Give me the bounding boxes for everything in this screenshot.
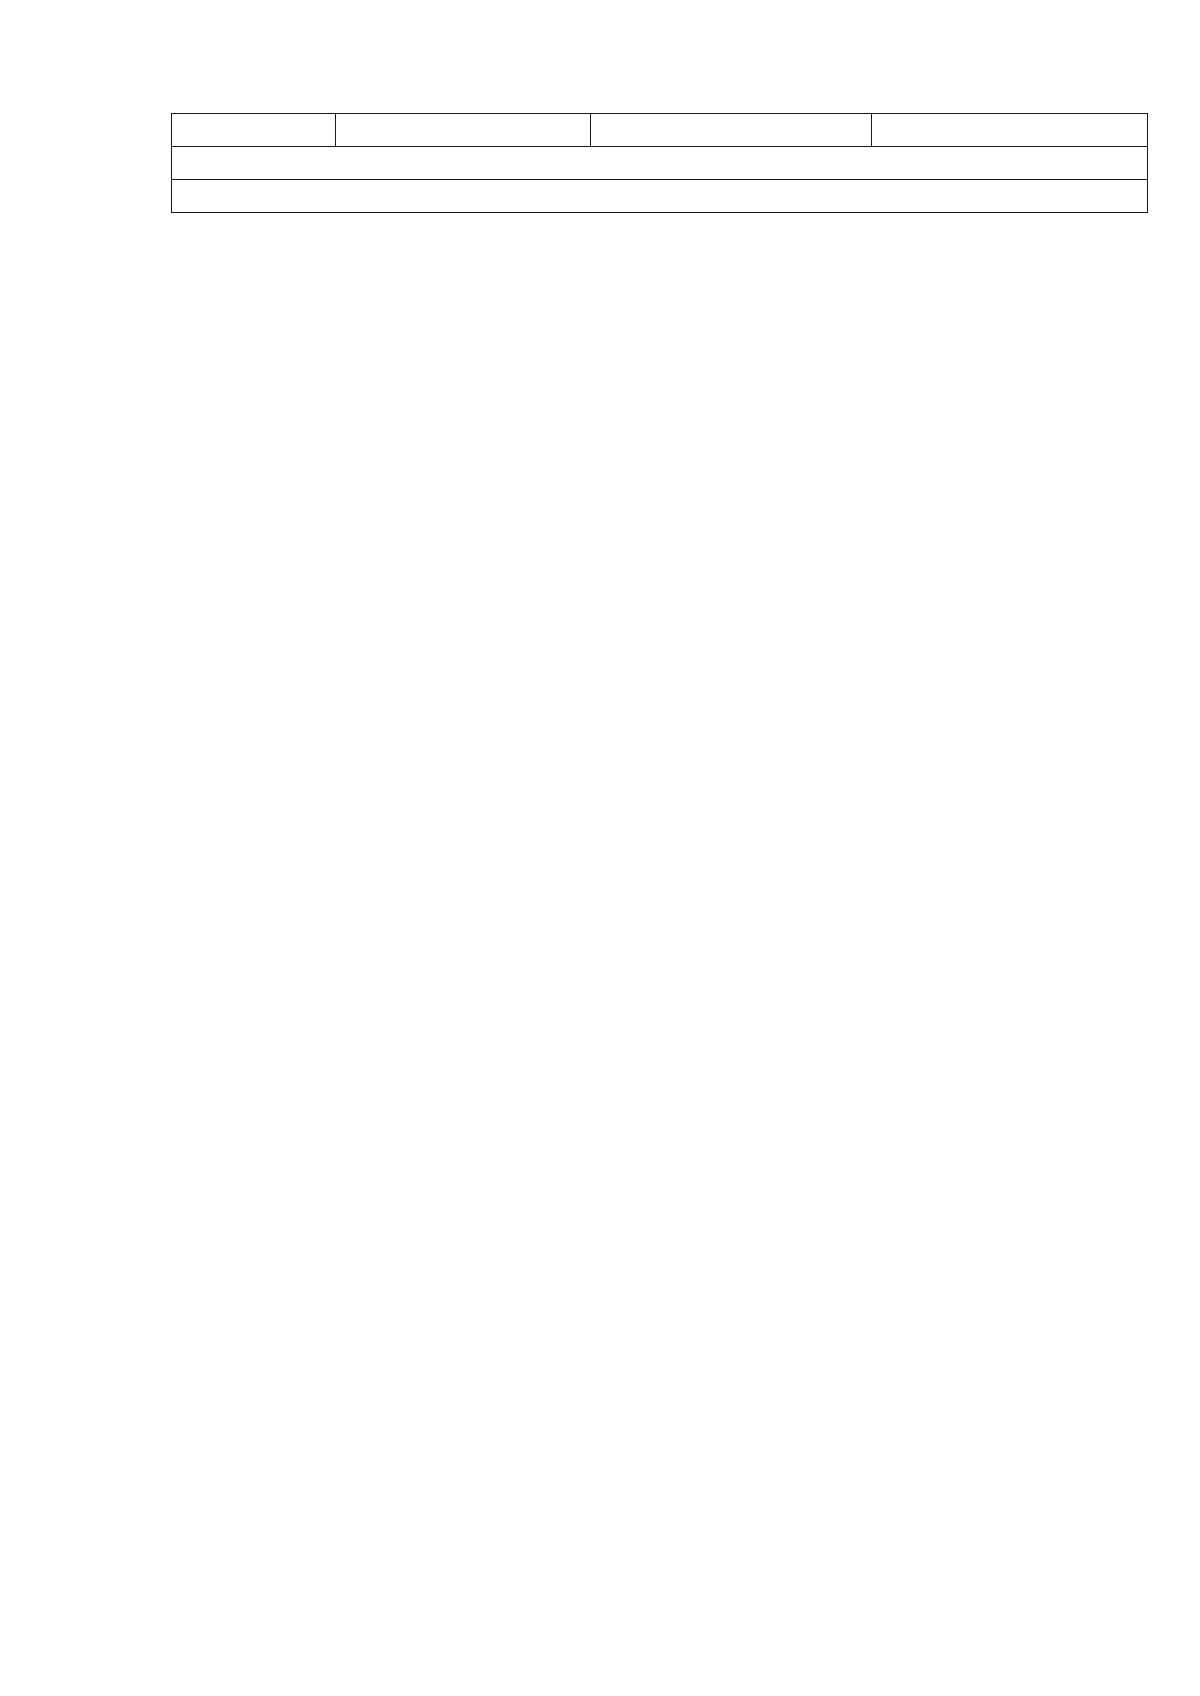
header-col-4 [872, 114, 1148, 147]
section-title [172, 147, 1148, 180]
header-col-1 [172, 114, 336, 147]
header-col-2 [336, 114, 591, 147]
coordinates-table-top [171, 113, 1148, 213]
part-title-row [172, 180, 1148, 213]
coordinates-document [171, 113, 1147, 211]
part-title [172, 180, 1148, 213]
table-header-row [172, 114, 1148, 147]
section-title-row [172, 147, 1148, 180]
header-col-3 [591, 114, 872, 147]
